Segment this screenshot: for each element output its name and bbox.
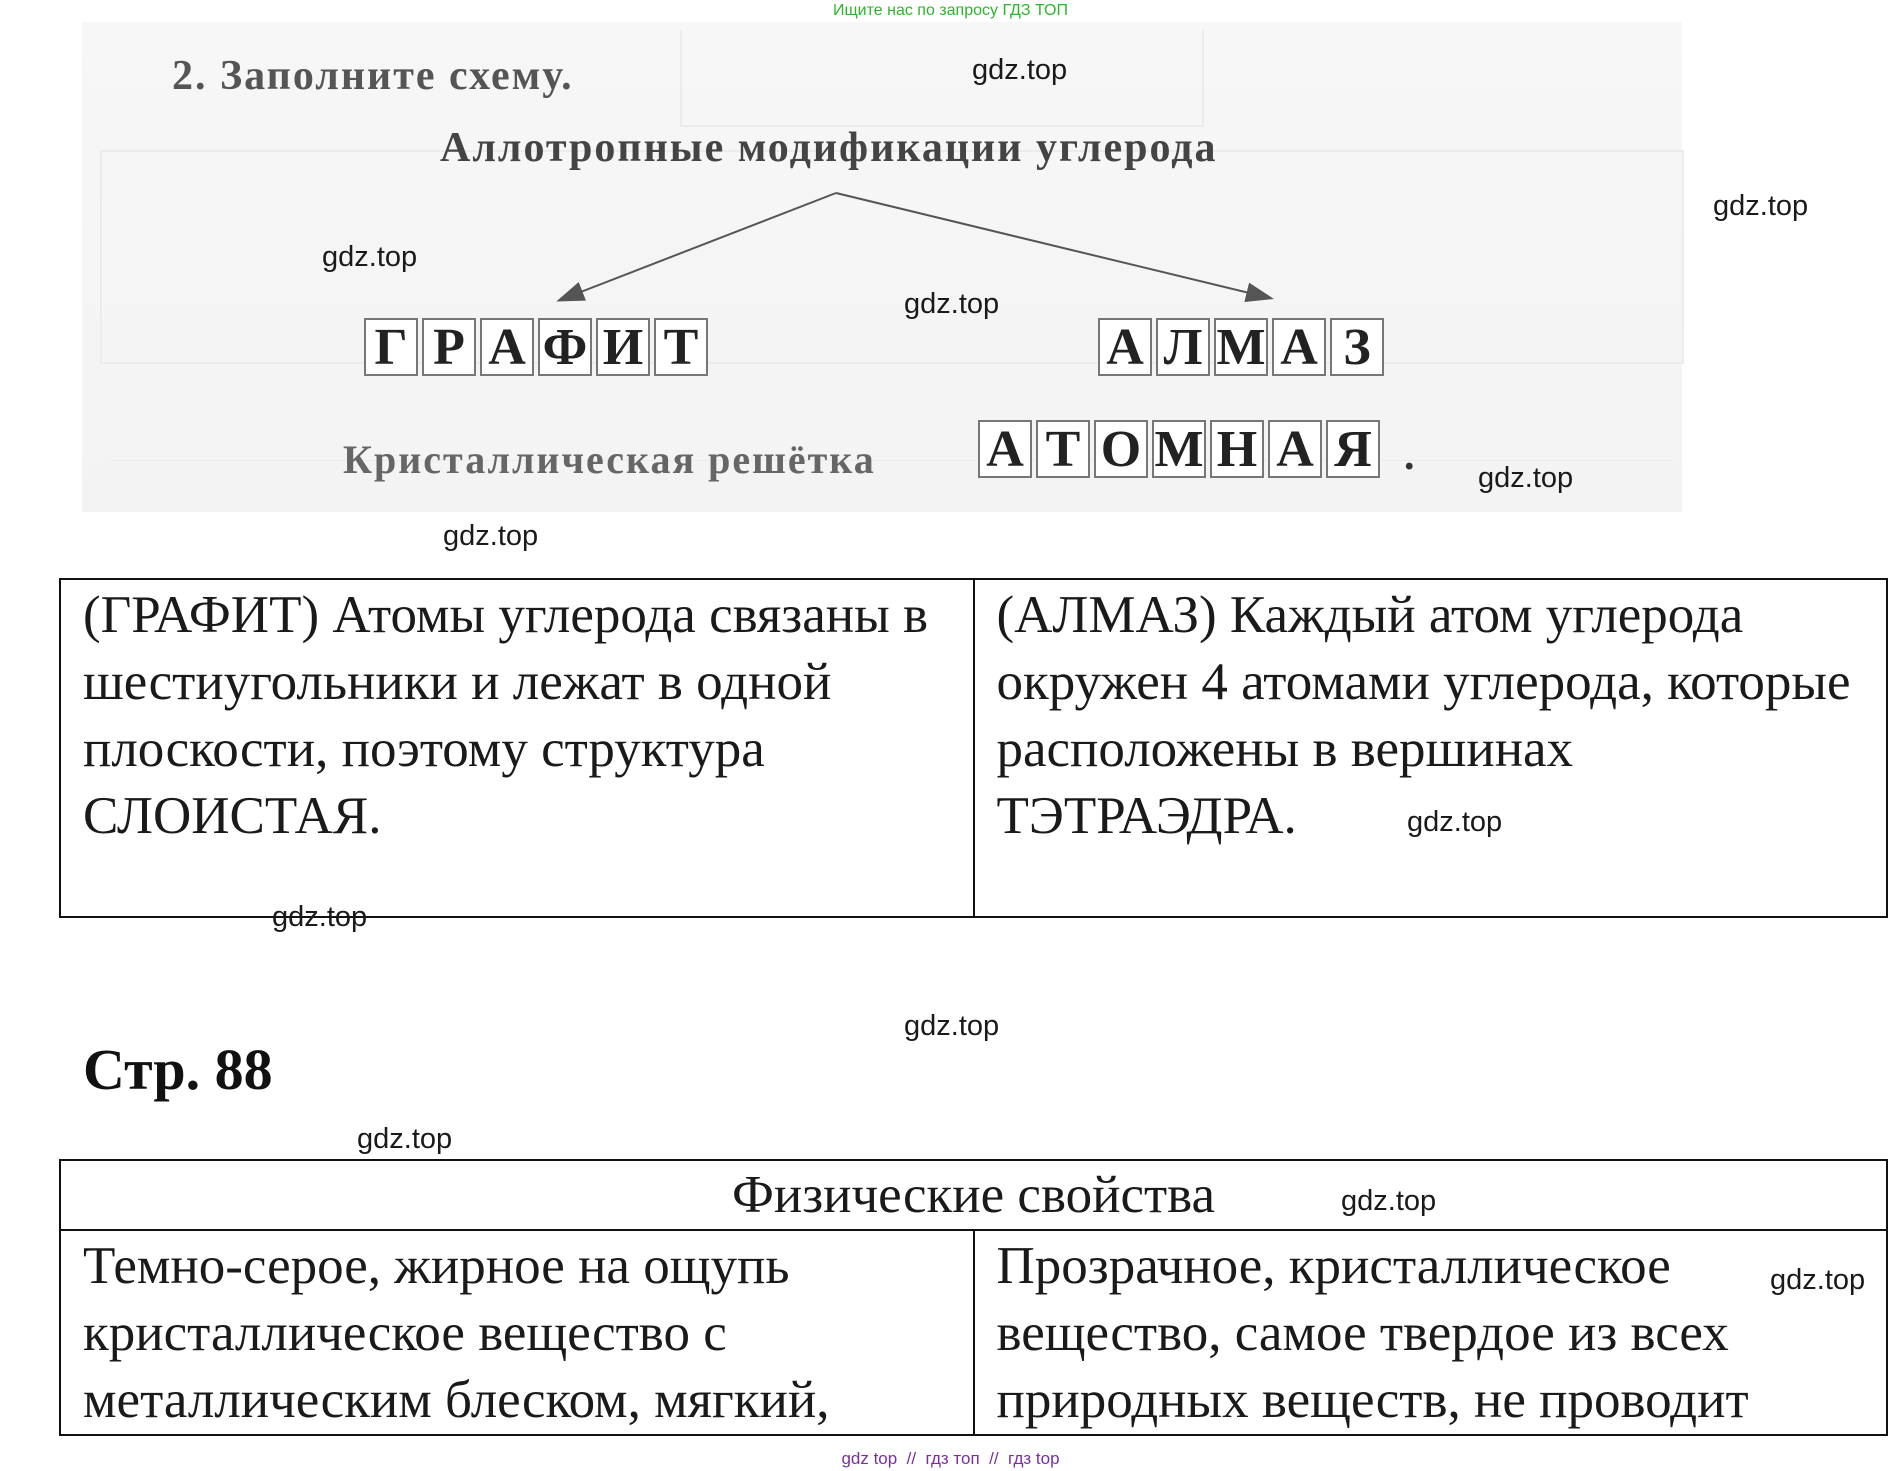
page-heading: Стр. 88 (83, 1037, 273, 1102)
letter-box: Ф (538, 318, 592, 376)
letter-box: Я (1326, 420, 1380, 478)
letter-box: М (1214, 318, 1268, 376)
letter-box: А (1098, 318, 1152, 376)
arrow-to-graphite (560, 193, 836, 300)
watermark: gdz.top (272, 901, 368, 933)
watermark: gdz.top (904, 1010, 1000, 1042)
letter-box: Н (1210, 420, 1264, 478)
watermark: gdz.top (1341, 1185, 1437, 1217)
watermark: gdz.top (322, 241, 418, 273)
letter-box: О (1094, 420, 1148, 478)
watermark: gdz.top (1478, 462, 1574, 494)
letter-box: З (1330, 318, 1384, 376)
lattice-label: Кристаллическая решётка (343, 437, 876, 482)
scheme-title: Аллотропные модификации углерода (440, 125, 1218, 171)
letter-box: Т (1036, 420, 1090, 478)
letter-box: А (978, 420, 1032, 478)
top-banner[interactable]: Ищите нас по запросу ГДЗ ТОП (833, 2, 1068, 19)
watermark: gdz.top (904, 288, 1000, 320)
letter-box: Р (422, 318, 476, 376)
graphite-letter-boxes (364, 318, 708, 376)
letter-box: А (1268, 420, 1322, 478)
letter-box: А (1272, 318, 1326, 376)
lattice-letter-boxes (978, 420, 1380, 478)
watermark: gdz.top (357, 1123, 453, 1155)
arrow-to-diamond (836, 193, 1270, 298)
graphite-properties-cell: Темно-серое, жирное на ощупь кристаллическое вещество с металлическим блеском, мягкий, (60, 1230, 974, 1435)
letter-box: Г (364, 318, 418, 376)
watermark: gdz.top (1770, 1264, 1866, 1296)
diamond-structure-cell: (АЛМАЗ) Каждый атом углерода окружен 4 атомами углерода, которые расположены в вершинах ТЭТРАЭДРА. (974, 579, 1888, 917)
diamond-letter-boxes (1098, 318, 1384, 376)
letter-box: Т (654, 318, 708, 376)
letter-box: А (480, 318, 534, 376)
diamond-properties-cell: Прозрачное, кристаллическое вещество, самое твердое из всех природных веществ, не проводит (974, 1230, 1888, 1435)
bottom-footer[interactable]: gdz top // гдз топ // гдз top (841, 1449, 1060, 1468)
watermark: gdz.top (1407, 806, 1503, 838)
watermark: gdz.top (972, 54, 1068, 86)
properties-table (59, 1159, 1888, 1436)
graphite-structure-cell: (ГРАФИТ) Атомы углерода связаны в шестиугольники и лежат в одной плоскости, поэтому структура СЛОИСТАЯ. (60, 579, 974, 917)
structure-table (59, 578, 1888, 918)
watermark: gdz.top (443, 520, 539, 552)
watermark: gdz.top (1713, 190, 1809, 222)
letter-box: И (596, 318, 650, 376)
scheme-arrows (0, 0, 1901, 520)
lattice-period: . (1404, 433, 1415, 479)
letter-box: М (1152, 420, 1206, 478)
task-title: 2. Заполните схему. (172, 53, 574, 99)
properties-header: Физические свойства (60, 1160, 1887, 1230)
letter-box: Л (1156, 318, 1210, 376)
